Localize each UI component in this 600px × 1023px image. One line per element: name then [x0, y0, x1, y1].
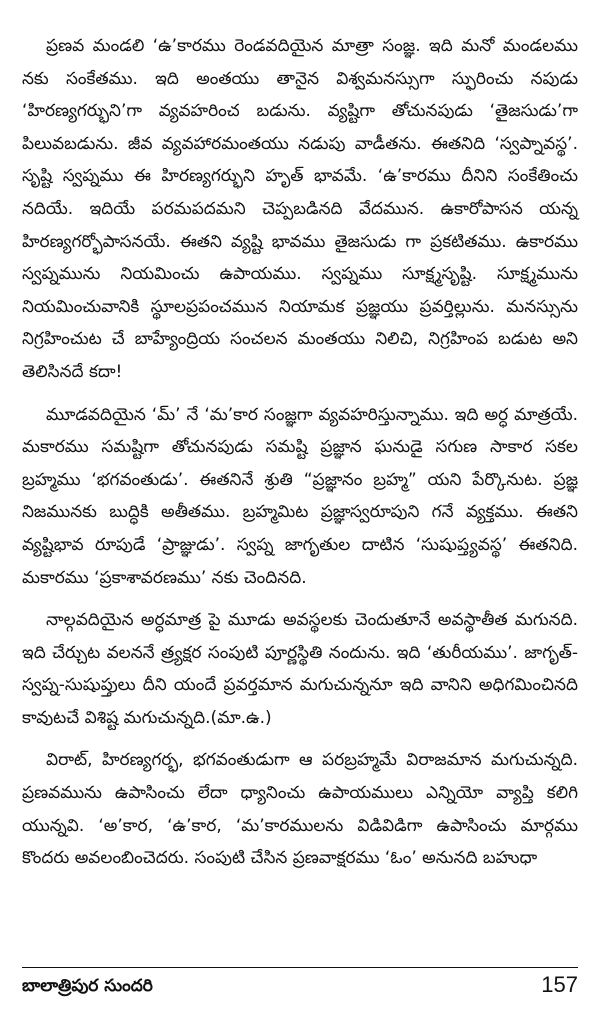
page-footer — [22, 967, 578, 1008]
paragraph-ardhamatra: నాల్గవదియైన అర్ధమాత్ర పై మూడు అవస్థలకు చెందుతూనే అవస్థాతీత మగునది. ఇది చేర్చుట వలననే త్ర్యక్షర సంపుటి పూర్ణస్థితి నందును. ఇది ‘తురీయము’. జాగృత్-స్వప్న-సుషుప్తులు దీని యందే ప్రవర్తమాన మగుచున్ననూ ఇది వానిని అధిగమించినది కావుటచే విశిష్ట మగుచున్నది.(మా.ఉ.) — [22, 610, 578, 728]
book-title: బాలాత్రిపుర సుందరి — [22, 976, 153, 996]
page-body — [22, 30, 578, 875]
paragraph-makara: మూడవదియైన ‘మ్’ నే ‘మ’కార సంజ్ఞగా వ్యవహరిస్తున్నాము. ఇది అర్ధ మాత్రయే. మకారము సమష్టిగా తోచునపుడు సమష్టి ప్రజ్ఞాన ఘనుడై సగుణ సాకార సకల బ్రహ్మము ‘భగవంతుడు’. ఈతనినే శ్రుతి “ప్రజ్ఞానం బ్రహ్మ” యని పేర్కొనుట. ప్రజ్ఞ నిజమునకు బుద్ధికి అతీతము. బ్రహ్మమిట ప్రజ్ఞాస్వరూపుని గనే వ్యక్తము. ఈతని వ్యష్టిభావ రూపుడే ‘ప్రాజ్ఞుడు’. స్వప్న జాగృతుల దాటిన ‘సుషుప్త్యవస్థ’ ఈతనిది. మకారము ‘ప్రకాశావరణము’ నకు చెందినది. — [22, 404, 578, 588]
page-number: 157 — [541, 972, 578, 997]
paragraph-ukara: ప్రణవ మండలి ‘ఉ’కారము రెండవదియైన మాత్రా సంజ్ఞ. ఇది మనో మండలము నకు సంకేతము. ఇది అంతయు తానైన విశ్వమనస్సుగా స్ఫురించు నపుడు ‘హిరణ్యగర్భుని’గా వ్యవహరించ బడును. వ్యష్టిగా తోచునపుడు ‘తైజసుడు’గా పిలువబడును. జీవ వ్యవహారమంతయు నడుపు వాడీతను. ఈతనిది ‘స్వప్నావస్థ’. సృష్టి స్వప్నము ఈ హిరణ్యగర్భుని హృత్ భావమే. ‘ఉ’కారము దీనిని సంకేతించు నదియే. ఇదియే పరమపదమని చెప్పబడినది వేదమున. ఉకారోపాసన యన్న హిరణ్యగర్భోపాసనయే. ఈతని వ్యష్టి భావము తైజసుడు గా ప్రకటితము. ఉకారము స్వప్నమును నియమించు ఉపాయము. స్వప్నము సూక్ష్మసృష్టి. సూక్ష్మమును నియమించువానికి స్థూలప్రపంచమున నియామక ప్రజ్ఞయు ప్రవర్తిల్లును. మనస్సును నిగ్రహించుట చే బాహ్యేంద్రియ సంచలన మంతయు నిలిచి, నిగ్రహింప బడుట అని తెలిసినదే కదా! — [22, 36, 578, 382]
paragraph-pranava-upasana: విరాట్, హిరణ్యగర్భ, భగవంతుడుగా ఆ పరబ్రహ్మమే విరాజమాన మగుచున్నది. ప్రణవమును ఉపాసించు లేదా ధ్యానించు ఉపాయములు ఎన్నియో వ్యాప్తి కలిగి యున్నవి. ‘అ’కార, ‘ఉ’కార, ‘మ’కారములను విడివిడిగా ఉపాసించు మార్గము కొందరు అవలంబించెదరు. సంపుటి చేసిన ప్రణవాక్షరము ‘ఓం’ అనునది బహుధా — [22, 750, 578, 869]
